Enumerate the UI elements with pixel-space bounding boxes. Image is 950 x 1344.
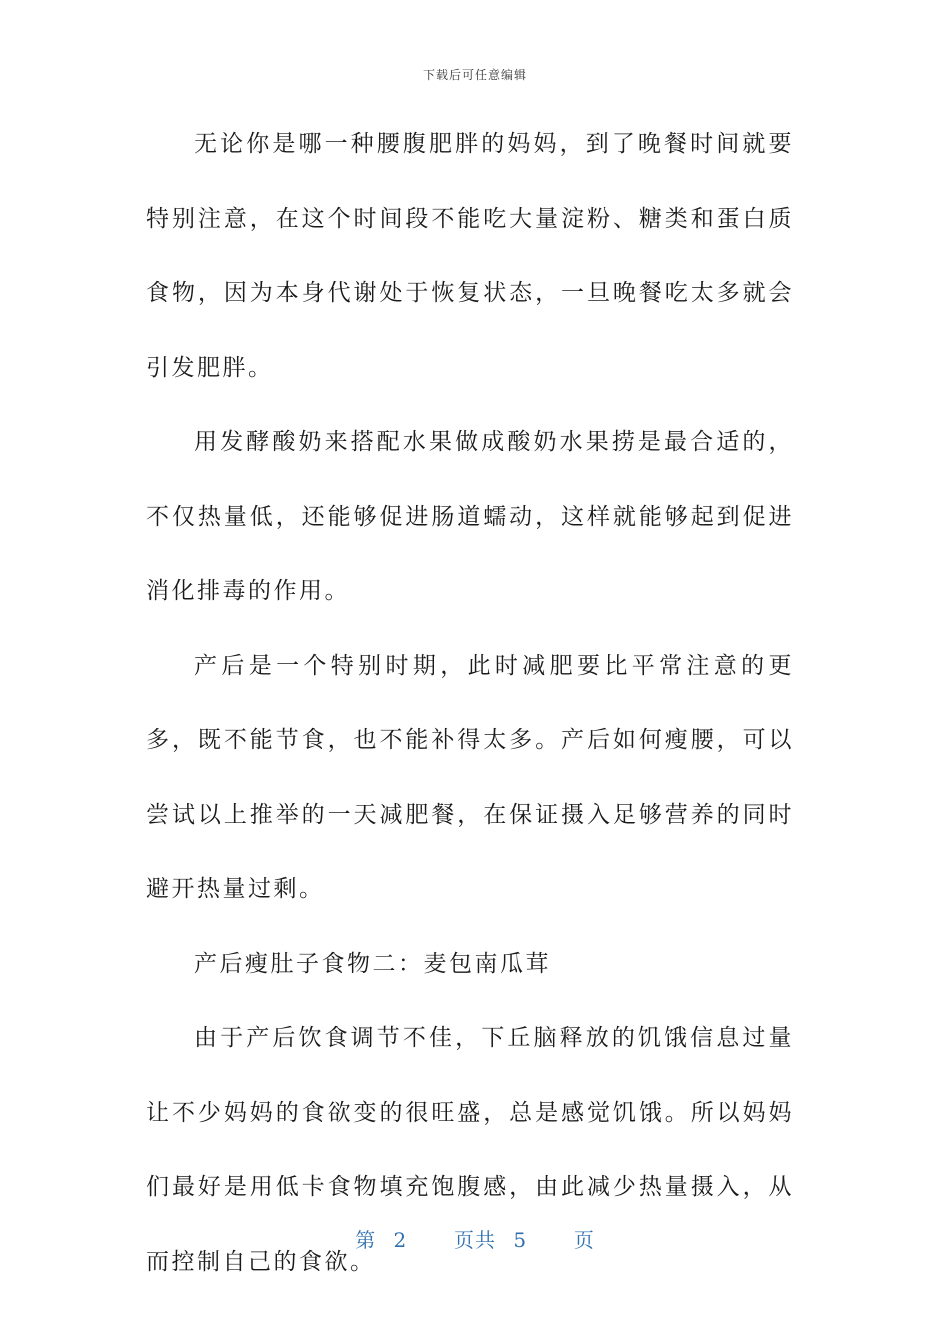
footer-suffix: 页 xyxy=(573,1228,595,1252)
total-page-count: 5 xyxy=(513,1228,528,1252)
paragraph: 由于产后饮食调节不佳，下丘脑释放的饥饿信息过量让不少妈妈的食欲变的很旺盛，总是感觉饥饿。所以妈妈们最好是用低卡食物填充饱腹感，由此减少热量摄入，从而控制自己的食欲。 xyxy=(146,1025,794,1275)
paragraph: 产后是一个特别时期，此时减肥要比平常注意的更多，既不能节食，也不能补得太多。产后如何瘦腰，可以尝试以上推举的一天减肥餐，在保证摄入足够营养的同时避开热量过剩。 xyxy=(146,652,794,902)
paragraph: 用发酵酸奶来搭配水果做成酸奶水果捞是最合适的，不仅热量低，还能够促进肠道蠕动，这样就能够起到促进消化排毒的作用。 xyxy=(146,429,794,604)
page-footer xyxy=(0,1224,950,1253)
current-page-number: 2 xyxy=(393,1228,408,1252)
paragraph: 无论你是哪一种腰腹肥胖的妈妈，到了晚餐时间就要特别注意，在这个时间段不能吃大量淀粉、糖类和蛋白质食物，因为本身代谢处于恢复状态，一旦晚餐吃太多就会引发肥胖。 xyxy=(146,131,794,381)
section-heading: 产后瘦肚子食物二：麦包南瓜茸 xyxy=(194,950,551,977)
page-header: 下载后可任意编辑 xyxy=(422,68,527,82)
document-body xyxy=(146,107,794,1299)
footer-middle: 页共 xyxy=(454,1228,496,1252)
footer-prefix: 第 xyxy=(355,1228,377,1252)
